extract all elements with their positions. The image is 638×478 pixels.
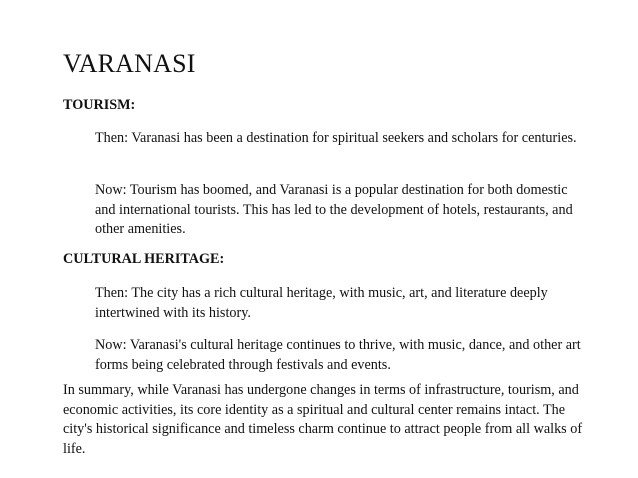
tourism-then-paragraph: Then: Varanasi has been a destination for spiritual seekers and scholars for centuries. — [95, 130, 577, 146]
tourism-now-paragraph: Now: Tourism has boomed, and Varanasi is a popular destination for both domestic and international tourists. This has led to the development of hotels, restaurants, and other amenities. — [95, 182, 573, 237]
summary-paragraph: In summary, while Varanasi has undergone changes in terms of infrastructure, tourism, and economic activities, its core identity as a spiritual and cultural center remains intact. The city's historical significance and timeless charm continue to attract people from all walks of life. — [63, 382, 583, 457]
cultural-heritage-now-paragraph: Now: Varanasi's cultural heritage continues to thrive, with music, dance, and other art forms being celebrated through festivals and events. — [95, 337, 581, 373]
section-heading-tourism: TOURISM: — [63, 97, 136, 113]
section-heading-cultural-heritage: CULTURAL HERITAGE: — [63, 251, 225, 267]
cultural-heritage-then-paragraph: Then: The city has a rich cultural heritage, with music, art, and literature deeply intertwined with its history. — [95, 285, 548, 321]
slide-title: VARANASI — [63, 49, 196, 78]
